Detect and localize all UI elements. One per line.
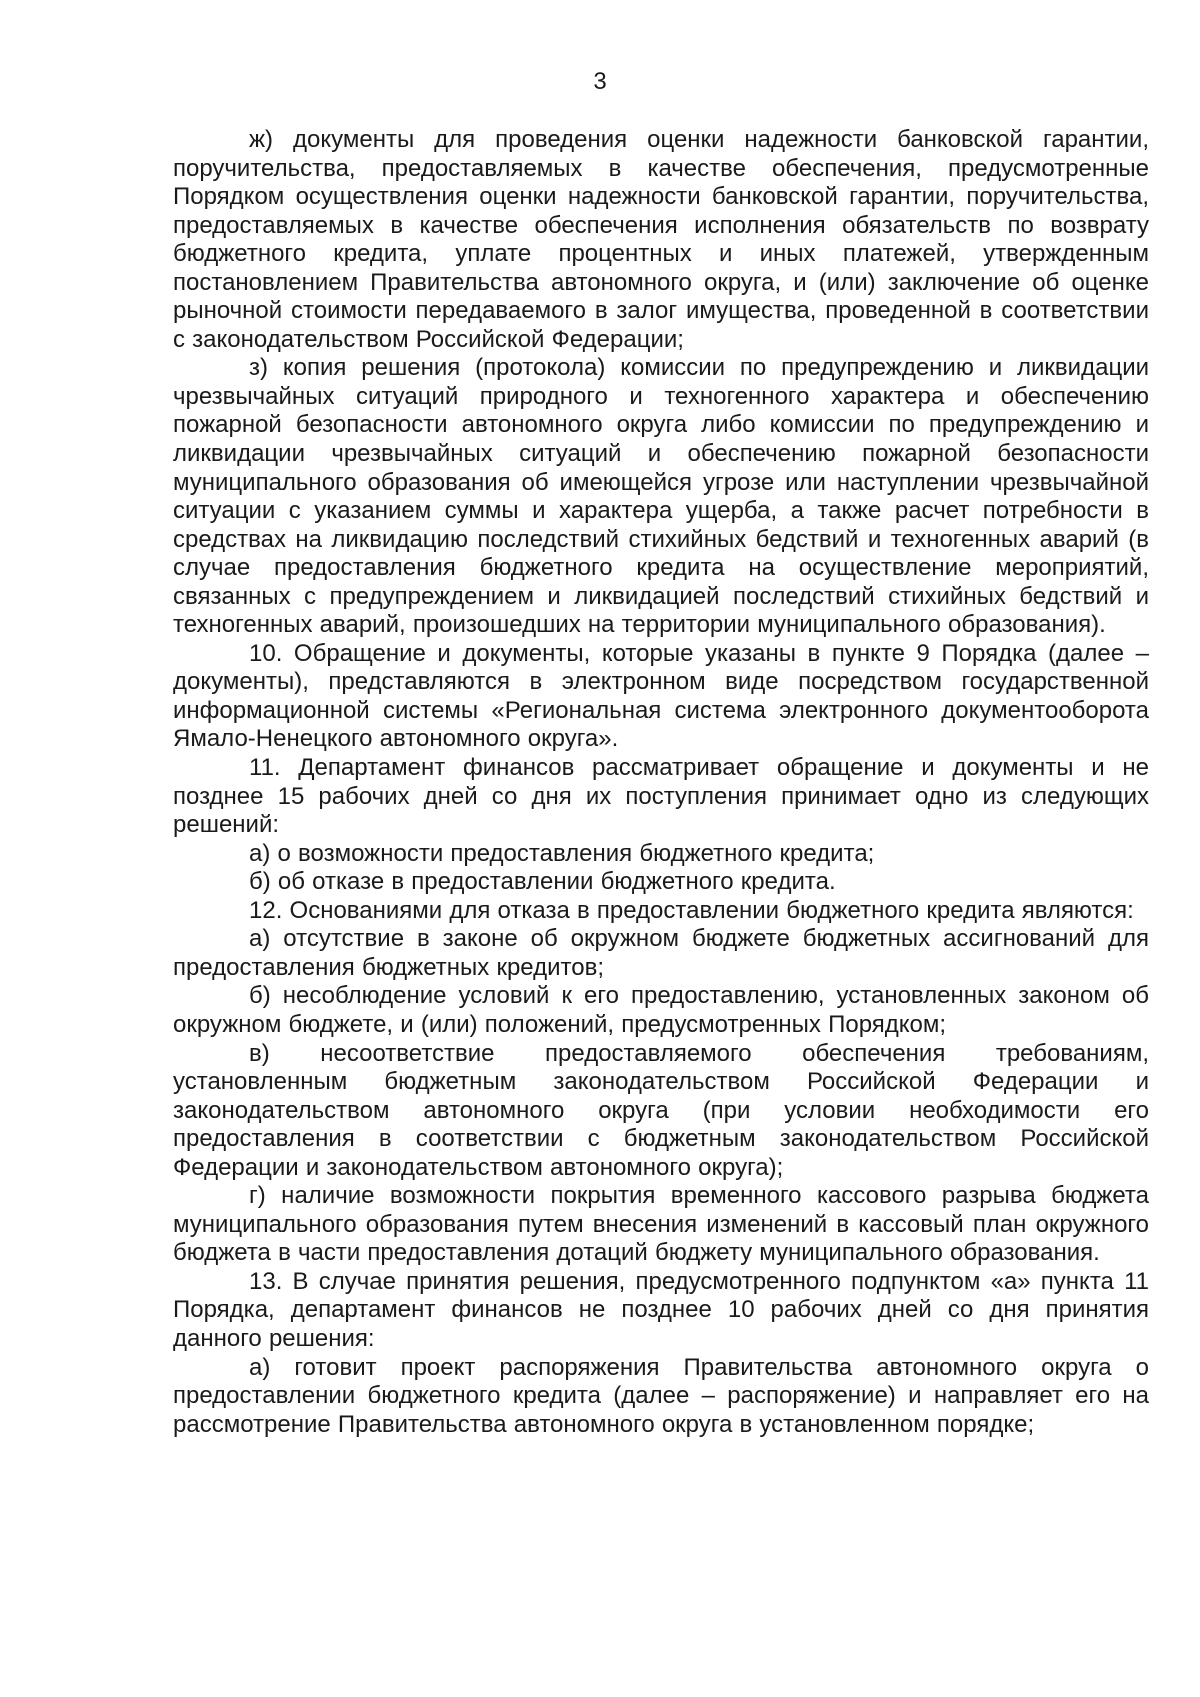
paragraph-12-a: а) отсутствие в законе об окружном бюджете бюджетных ассигнований для предоставления бюджетных кредитов; <box>173 925 1149 981</box>
paragraph-12-b: б) несоблюдение условий к его предоставлению, установленных законом об окружном бюджете, и (или) положений, предусмотренных Порядком; <box>173 982 1149 1038</box>
page-number: 3 <box>593 68 607 95</box>
paragraph-12: 12. Основаниями для отказа в предоставлении бюджетного кредита являются: <box>249 896 1134 924</box>
document-body <box>173 126 1149 1439</box>
paragraph-11-b: б) об отказе в предоставлении бюджетного кредита. <box>249 868 836 896</box>
paragraph-11-a: а) о возможности предоставления бюджетного кредита; <box>249 839 875 867</box>
paragraph-9-z: з) копия решения (протокола) комиссии по предупреждению и ликвидации чрезвычайных ситуаций природного и техногенного характера и обеспечению пожарной безопасности автономного округа либо комиссии по предупреждению и ликвидации чрезвычайных ситуаций и обеспечению пожарной безопасности муниципального образования об имеющейся угрозе или наступлении чрезвычайной ситуации с указанием суммы и характера ущерба, а также расчет потребности в средствах на ликвидацию последствий стихийных бедствий и техногенных аварий (в случае предоставления бюджетного кредита на осуществление мероприятий, связанных с предупреждением и ликвидацией последствий стихийных бедствий и техногенных аварий, произошедших на территории муниципального образования). <box>173 354 1149 639</box>
paragraph-10: 10. Обращение и документы, которые указаны в пункте 9 Порядка (далее – документы), представляются в электронном виде посредством государственной информационной системы «Региональная система электронного документооборота Ямало-Ненецкого автономного округа». <box>173 639 1149 753</box>
paragraph-12-g: г) наличие возможности покрытия временного кассового разрыва бюджета муниципального образования путем внесения изменений в кассовый план окружного бюджета в части предоставления дотаций бюджету муниципального образования. <box>173 1182 1149 1267</box>
paragraph-13-a: а) готовит проект распоряжения Правительства автономного округа о предоставлении бюджетного кредита (далее – распоряжение) и направляет его на рассмотрение Правительства автономного округа в установленном порядке; <box>173 1353 1149 1438</box>
paragraph-12-v: в) несоответствие предоставляемого обеспечения требованиям, установленным бюджетным законодательством Российской Федерации и законодательством автономного округа (при условии необходимости его предоставления в соответствии с бюджетным законодательством Российской Федерации и законодательством автономного округа); <box>173 1039 1149 1181</box>
paragraph-13: 13. В случае принятия решения, предусмотренного подпунктом «а» пункта 11 Порядка, департамент финансов не позднее 10 рабочих дней со дня принятия данного решения: <box>173 1267 1149 1352</box>
paragraph-9-zh: ж) документы для проведения оценки надежности банковской гарантии, поручительства, предоставляемых в качестве обеспечения, предусмотренные Порядком осуществления оценки надежности банковской гарантии, поручительства, предоставляемых в качестве обеспечения исполнения обязательств по возврату бюджетного кредита, уплате процентных и иных платежей, утвержденным постановлением Правительства автономного округа, и (или) заключение об оценке рыночной стоимости передаваемого в залог имущества, проведенной в соответствии с законодательством Российской Федерации; <box>173 126 1149 353</box>
paragraph-11: 11. Департамент финансов рассматривает обращение и документы и не позднее 15 рабочих дней со дня их поступления принимает одно из следующих решений: <box>173 754 1149 839</box>
